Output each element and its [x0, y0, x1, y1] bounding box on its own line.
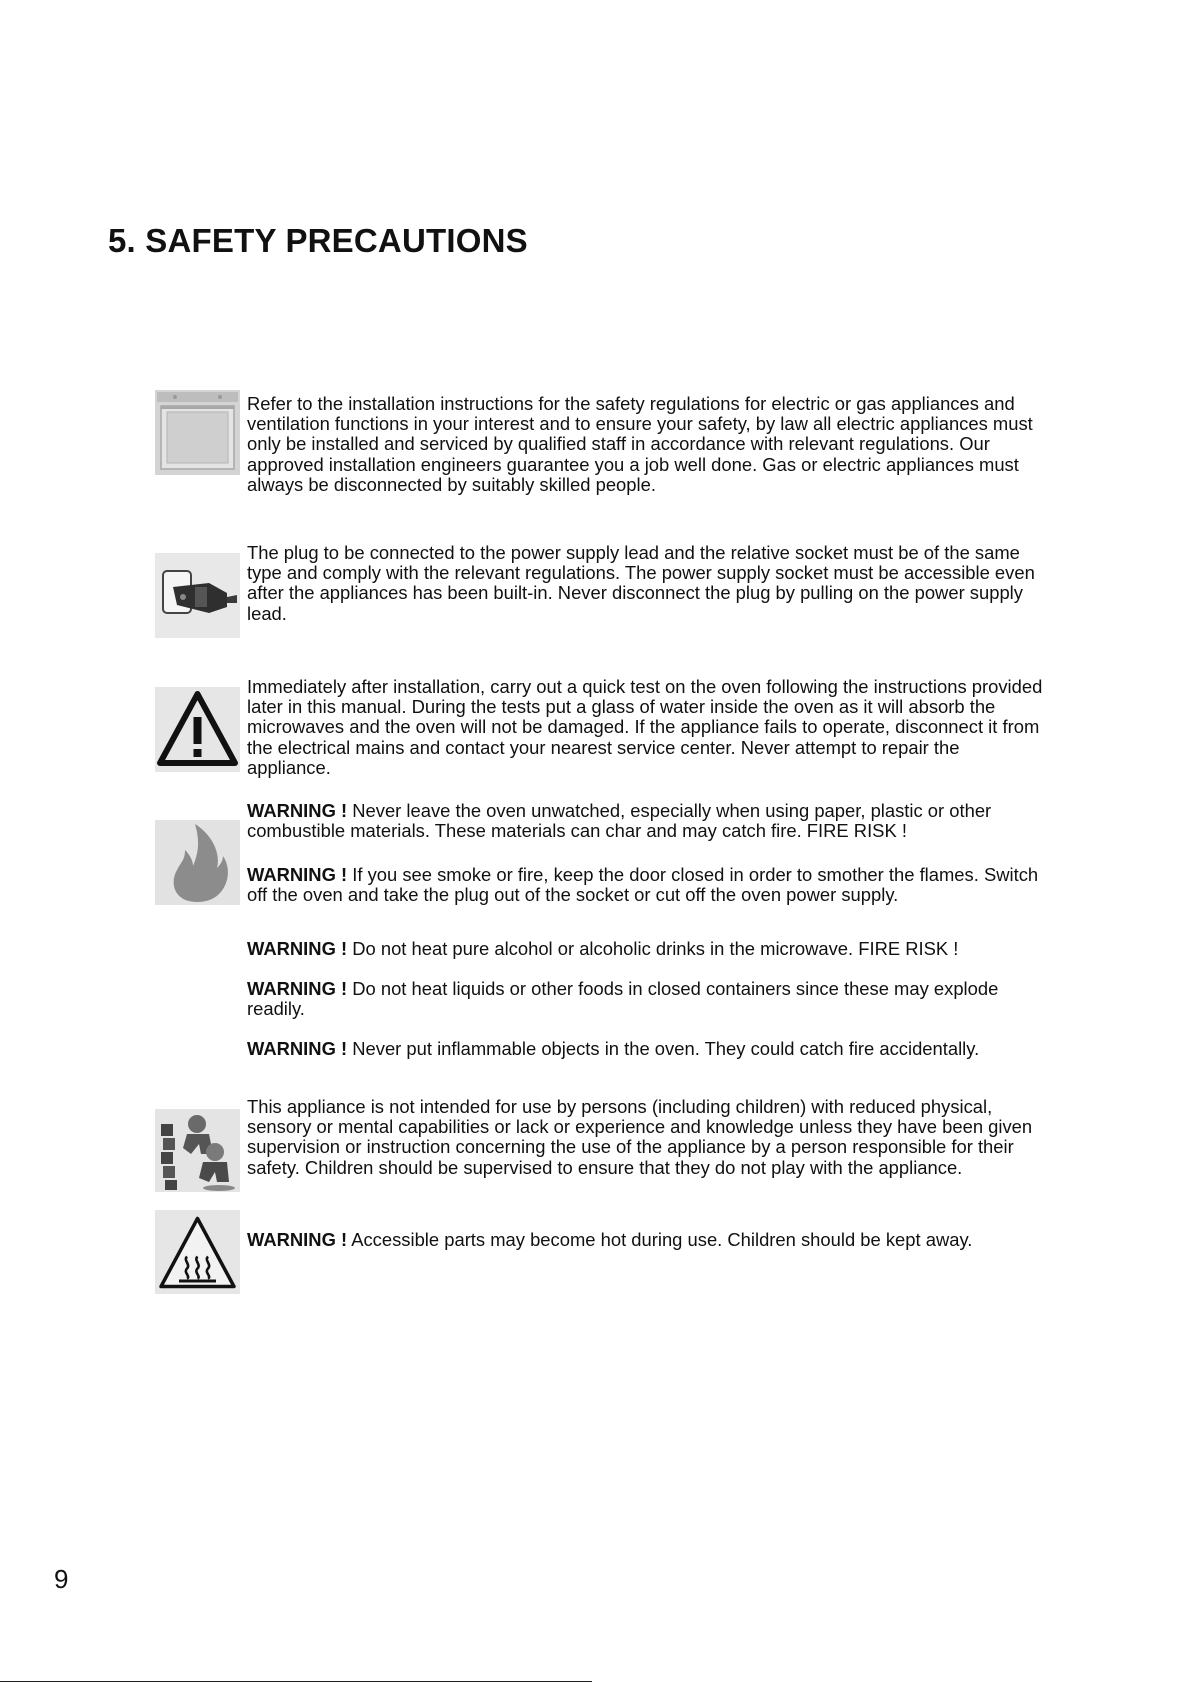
warning-label: WARNING !: [247, 1038, 348, 1059]
warning-label: WARNING !: [247, 800, 348, 821]
warning-2: [247, 865, 1047, 905]
warning-label: WARNING !: [247, 864, 348, 885]
oven-appliance-icon-graphic: [155, 390, 240, 475]
plug-socket-icon-graphic: [155, 553, 240, 638]
warning-triangle-icon-graphic: [155, 687, 240, 772]
warning-5: [247, 1039, 1047, 1059]
plug-paragraph: The plug to be connected to the power supply lead and the relative socket must be of the same type and comply with the relevant regulations. The power supply socket must be accessible even after the appliances has been built-in. Never disconnect the plug by pulling on the power supply lead.: [247, 542, 1035, 624]
warning-text: Never leave the oven unwatched, especially when using paper, plastic or other combustible materials. These materials can char and may catch fire. FIRE RISK !: [247, 800, 992, 842]
page-title: 5. SAFETY PRECAUTIONS: [108, 222, 528, 259]
page-number: 9: [54, 1564, 69, 1594]
warning-1: [247, 801, 1047, 841]
test-paragraph: Immediately after installation, carry out a quick test on the oven following the instructions provided later in this manual. During the tests put a glass of water inside the oven as it will absorb the microwaves and the oven will not be damaged. If the appliance fails to operate, disconnect it from the electrical mains and contact your nearest service center. Never attempt to repair the appliance.: [247, 676, 1043, 778]
warning-3: [247, 939, 1047, 959]
warning-text: Accessible parts may become hot during use. Children should be kept away.: [347, 1229, 973, 1250]
flame-icon: [155, 820, 240, 905]
hot-surface-warning-icon: [155, 1210, 240, 1294]
warning-4: [247, 979, 1047, 1019]
warning-triangle-icon: [155, 687, 240, 772]
flame-icon-graphic: [155, 820, 240, 905]
footer-rule: [0, 1681, 592, 1682]
warning-text: Do not heat liquids or other foods in closed containers since these may explode readily.: [247, 978, 999, 1020]
oven-appliance-icon: [155, 390, 240, 475]
warning-text: Never put inflammable objects in the oven. They could catch fire accidentally.: [347, 1038, 980, 1059]
children-climbing-icon: [155, 1109, 240, 1192]
warning-text: If you see smoke or fire, keep the door closed in order to smother the flames. Switch off the oven and take the plug out of the socket or cut off the oven power supply.: [247, 864, 1039, 906]
warning-text: Do not heat pure alcohol or alcoholic drinks in the microwave. FIRE RISK !: [347, 938, 959, 959]
children-climbing-icon-graphic: [155, 1109, 240, 1192]
warning-label: WARNING !: [247, 978, 348, 999]
warning-6: [247, 1230, 1047, 1250]
hot-surface-warning-icon-graphic: [155, 1210, 240, 1294]
installation-paragraph: Refer to the installation instructions for the safety regulations for electric or gas appliances and ventilation functions in your interest and to ensure your safety, by law all electric appliances must only be installed and serviced by qualified staff in accordance with relevant regulations. Our approved installation engineers guarantee you a job well done. Gas or electric appliances must always be disconnected by suitably skilled people.: [247, 393, 1033, 495]
children-paragraph: This appliance is not intended for use by persons (including children) with reduced physical, sensory or mental capabilities or lack or experience and knowledge unless they have been given supervision or instruction concerning the use of the appliance by a person responsible for their safety. Children should be supervised to ensure that they do not play with the appliance.: [247, 1096, 1033, 1178]
warning-label: WARNING !: [247, 1229, 348, 1250]
plug-socket-icon: [155, 553, 240, 638]
warning-label: WARNING !: [247, 938, 348, 959]
